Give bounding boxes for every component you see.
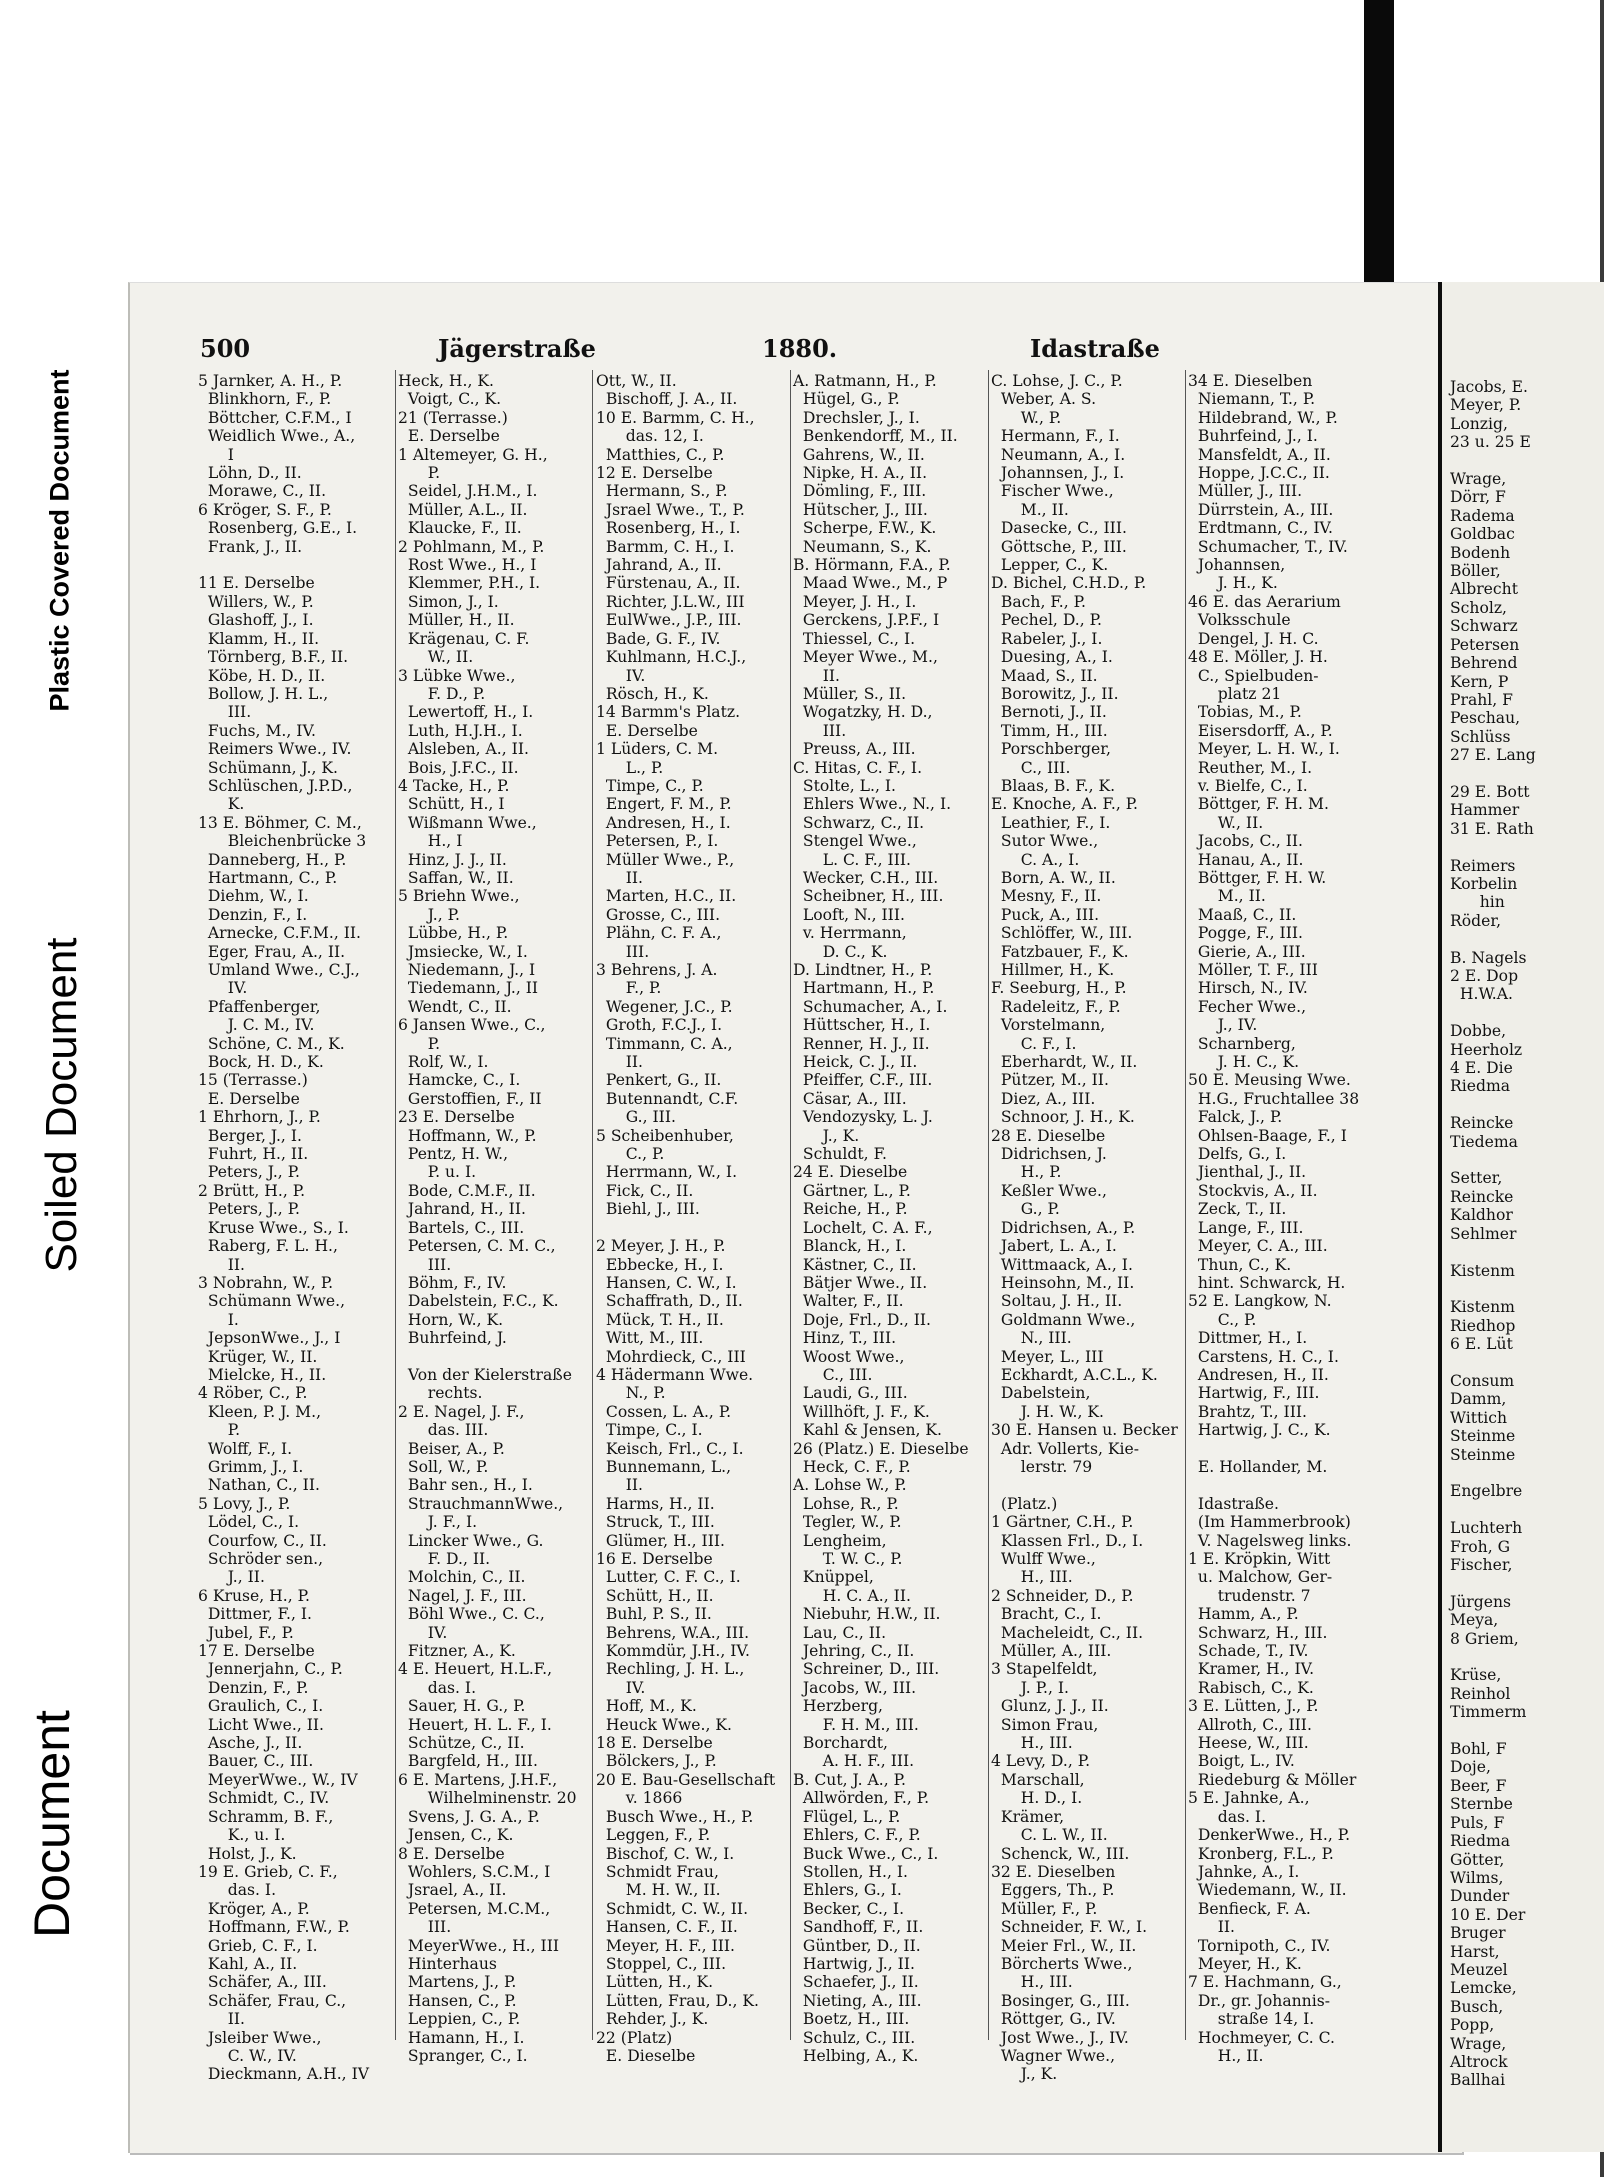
document-stamp: Document bbox=[24, 1710, 80, 1938]
document-stamp-strip bbox=[0, 0, 120, 2177]
page-header bbox=[200, 334, 1200, 366]
column-rule bbox=[592, 370, 593, 2040]
column-rule bbox=[988, 370, 989, 2040]
plastic-covered-stamp: Plastic Covered Document bbox=[44, 369, 75, 712]
page-number: 500 bbox=[200, 334, 251, 363]
directory-column-4: A. Ratmann, H., P. Hügel, G., P. Drechsler, J., I. Benkendorff, M., II. Gahrens, W., II. Nipke, H. A., II. Dömling, F., III. Hütscher, J., III. Scherpe, F.W., K. Neumann, S., K. B. Hörmann, F.A., P. Maad Wwe., M., P Meyer, J. H., I. Gerckens, J.P.F., I Thiessel, C., I. Meyer Wwe., M., II. Müller, S., II. Wogatzky, H. D., III. Preuss, A., III. C. Hitas, C. F., I. Stolte, L., I. Ehlers Wwe., N., I. Schwarz, C., II. Stengel Wwe., L. C. F., III. Wecker, C.H., III. Scheibner, H., III. Looft, N., III. v. Herrmann, D. C., K. D. Lindtner, H., P. Hartmann, H., P. Schumacher, A., I. Hüttscher, H., I. Renner, H. J., II. Heick, C. J., II. Pfeiffer, C.F., III. Cäsar, A., III. Vendozysky, L. J. J., K. Schuldt, F. 24 E. Dieselbe Gärtner, L., P. Reiche, H., P. Lochelt, C. A. F., Blanck, H., I. Kästner, C., II. Bätjer Wwe., II. Walter, F., II. Doje, Frl., D., II. Hinz, T., III. Woost Wwe., C., III. Laudi, G., III. Willhöft, J. F., K. Kahl & Jensen, K. 26 (Platz.) E. Dieselbe Heck, C. F., P. A. Lohse W., P. Lohse, R., P. Tegler, W., P. Lengheim, T. W. C., P. Knüppel, H. C. A., II. Niebuhr, H.W., II. Lau, C., II. Jehring, C., II. Schreiner, D., III. Jacobs, W., III. Herzberg, F. H. M., III. Borchardt, A. H. F., III. B. Cut, J. A., P. Allwörden, F., P. Flügel, L., P. Ehlers, C. F., P. Buck Wwe., C., I. Stollen, H., I. Ehlers, G., I. Becker, C., I. Sandhoff, F., II. Güntber, D., II. Hartwig, J., II. Schaefer, J., II. Nieting, A., III. Boetz, H., III. Schulz, C., III. Helbing, A., K. bbox=[793, 372, 969, 2065]
next-page-edge bbox=[1438, 282, 1604, 2152]
binding-edge bbox=[1364, 0, 1394, 282]
next-page-column: Jacobs, E. Meyer, P. Lonzig, 23 u. 25 E Wrage, Dörr, F Radema Goldbac Bodenh Böller, Albrecht Scholz, Schwarz Petersen Behrend Kern, P Prahl, F Peschau, Schlüss 27 E. Lang 29 E. Bott Hammer 31 E. Rath Reimers Korbelin hin Röder, B. Nagels 2 E. Dop H.W.A. Dobbe, Heerholz 4 E. Die Riedma Reincke Tiedema Setter, Reincke Kaldhor Sehlmer Kistenm Kistenm Riedhop 6 E. Lüt Consum Damm, Wittich Steinme Steinme Engelbre Luchterh Froh, G Fischer, Jürgens Meya, 8 Griem, Krüse, Reinhol Timmerm Bohl, F Doje, Beer, F Sternbe Puls, F Riedma Götter, Wilms, Dunder 10 E. Der Bruger Harst, Meuzel Lemcke, Busch, Popp, Wrage, Altrock Ballhai bbox=[1450, 378, 1536, 2090]
directory-column-1: 5 Jarnker, A. H., P. Blinkhorn, F., P. Böttcher, C.F.M., I Weidlich Wwe., A., I Löhn, D., II. Morawe, C., II. 6 Kröger, S. F., P. Rosenberg, G.E., I. Frank, J., II. 11 E. Derselbe Willers, W., P. Glashoff, J., I. Klamm, H., II. Törnberg, B.F., II. Köbe, H. D., II. Bollow, J. H. L., III. Fuchs, M., IV. Reimers Wwe., IV. Schümann, J., K. Schlüschen, J.P.D., K. 13 E. Böhmer, C. M., Bleichenbrücke 3 Danneberg, H., P. Hartmann, C., P. Diehm, W., I. Denzin, F., I. Arnecke, C.F.M., II. Eger, Frau, A., II. Umland Wwe., C.J., IV. Pfaffenberger, J. C. M., IV. Schöne, C. M., K. Bock, H. D., K. 15 (Terrasse.) E. Derselbe 1 Ehrhorn, J., P. Berger, J., I. Fuhrt, H., II. Peters, J., P. 2 Brütt, H., P. Peters, J., P. Kruse Wwe., S., I. Raberg, F. L. H., II. 3 Nobrahn, W., P. Schümann Wwe., I. JepsonWwe., J., I Krüger, W., II. Mielcke, H., II. 4 Röber, C., P. Kleen, P. J. M., P. Wolff, F., I. Grimm, J., I. Nathan, C., II. 5 Lovy, J., P. Lödel, C., I. Courfow, C., II. Schröder sen., J., II. 6 Kruse, H., P. Dittmer, F., I. Jubel, F., P. 17 E. Derselbe Jennerjahn, C., P. Denzin, F., P. Graulich, C., I. Licht Wwe., II. Asche, J., II. Bauer, C., III. MeyerWwe., W., IV Schmidt, C., IV. Schramm, B. F., K., u. I. Holst, J., K. 19 E. Grieb, C. F., das. I. Kröger, A., P. Hoffmann, F.W., P. Grieb, C. F., I. Kahl, A., II. Schäfer, A., III. Schäfer, Frau, C., II. Jsleiber Wwe., C. W., IV. Dieckmann, A.H., IV bbox=[198, 372, 370, 2084]
column-rule bbox=[790, 370, 791, 2040]
left-street-title: Jägerstraße bbox=[438, 334, 596, 363]
right-street-title: Idastraße bbox=[1030, 334, 1160, 363]
column-rule bbox=[1185, 370, 1186, 2040]
directory-column-6: 34 E. Dieselben Niemann, T., P. Hildebrand, W., P. Buhrfeind, J., I. Mansfeldt, A., II. Hoppe, J.C.C., II. Müller, J., III. Dürrstein, A., III. Erdtmann, C., IV. Schumacher, T., IV. Johannsen, J. H., K. 46 E. das Aerarium Volksschule Dengel, J. H. C. 48 E. Möller, J. H. C., Spielbuden- platz 21 Tobias, M., P. Eisersdorff, A., P. Meyer, L. H. W., I. Reuther, M., I. v. Bielfe, C., I. Böttger, F. H. M. W., II. Jacobs, C., II. Hanau, A., II. Böttger, F. H. W. M., II. Maaß, C., II. Pogge, F., III. Gierie, A., III. Möller, T. F., III Hirsch, N., IV. Fecher Wwe., J., IV. Scharnberg, J. H. C., K. 50 E. Meusing Wwe. H.G., Fruchtallee 38 Falck, J., P. Ohlsen-Baage, F., I Delfs, G., I. Jienthal, J., II. Stockvis, A., II. Zeck, T., II. Lange, F., III. Meyer, C. A., III. Thun, C., K. hint. Schwarck, H. 52 E. Langkow, N. C., P. Dittmer, H., I. Carstens, H. C., I. Andresen, H., II. Hartwig, F., III. Brahtz, T., III. Hartwig, J. C., K. E. Hollander, M. Idastraße. (Im Hammerbrook) V. Nagelsweg links. 1 E. Kröpkin, Witt u. Malchow, Ger- trudenstr. 7 Hamm, A., P. Schwarz, H., III. Schade, T., IV. Kramer, H., IV. Rabisch, C., K. 3 E. Lütten, J., P. Allroth, C., III. Heese, W., III. Boigt, L., IV. Riedeburg & Möller 5 E. Jahnke, A., das. I. DenkerWwe., H., P. Kronberg, F.L., P. Jahnke, A., I. Wiedemann, W., II. Benfieck, F. A. II. Tornipoth, C., IV. Meyer, H., K. 7 E. Hachmann, G., Dr., gr. Johannis- straße 14, I. Hochmeyer, C. C. H., II. bbox=[1188, 372, 1360, 2065]
directory-column-2: Heck, H., K. Voigt, C., K. 21 (Terrasse.) E. Derselbe 1 Altemeyer, G. H., P. Seidel, J.H.M., I. Müller, A.L., II. Klaucke, F., II. 2 Pohlmann, M., P. Rost Wwe., H., I Klemmer, P.H., I. Simon, J., I. Müller, H., II. Krägenau, C. F. W., II. 3 Lübke Wwe., F. D., P. Lewertoff, H., I. Luth, H.J.H., I. Alsleben, A., II. Bois, J.F.C., II. 4 Tacke, H., P. Schütt, H., I Wißmann Wwe., H., I Hinz, J. J., II. Saffan, W., II. 5 Briehn Wwe., J., P. Lübbe, H., P. Jmsiecke, W., I. Niedemann, J., I Tiedemann, J., II Wendt, C., II. 6 Jansen Wwe., C., P. Rolf, W., I. Hamcke, C., I. Gerstoffien, F., II 23 E. Derselbe Hoffmann, W., P. Pentz, H. W., P. u. I. Bode, C.M.F., II. Jahrand, H., II. Bartels, C., III. Petersen, C. M. C., III. Böhm, F., IV. Dabelstein, F.C., K. Horn, W., K. Buhrfeind, J. Von der Kielerstraße rechts. 2 E. Nagel, J. F., das. III. Beiser, A., P. Soll, W., P. Bahr sen., H., I. StrauchmannWwe., J. F., I. Lincker Wwe., G. F. D., II. Molchin, C., II. Nagel, J. F., III. Böhl Wwe., C. C., IV. Fitzner, A., K. 4 E. Heuert, H.L.F., das. I. Sauer, H. G., P. Heuert, H. L. F., I. Schütze, C., II. Bargfeld, H., III. 6 E. Martens, J.H.F., Wilhelminenstr. 20 Svens, J. G. A., P. Jensen, C., K. 8 E. Derselbe Wohlers, S.C.M., I Jsrael, A., II. Petersen, M.C.M., III. MeyerWwe., H., III Hinterhaus Martens, J., P. Hansen, C., P. Leppien, C., P. Hamann, H., I. Spranger, C., I. bbox=[398, 372, 577, 2065]
soiled-document-stamp: Soiled Document bbox=[37, 937, 86, 1273]
directory-column-3: Ott, W., II. Bischoff, J. A., II. 10 E. Barmm, C. H., das. 12, I. Matthies, C., P. 12 E. Derselbe Hermann, S., P. Jsrael Wwe., T., P. Rosenberg, H., I. Barmm, C. H., I. Jahrand, A., II. Fürstenau, A., II. Richter, J.L.W., III EulWwe., J.P., III. Bade, G. F., IV. Kuhlmann, H.C.J., IV. Rösch, H., K. 14 Barmm's Platz. E. Derselbe 1 Lüders, C. M. L., P. Timpe, C., P. Engert, F. M., P. Andresen, H., I. Petersen, P., I. Müller Wwe., P., II. Marten, H.C., II. Grosse, C., III. Plähn, C. F. A., III. 3 Behrens, J. A. F., P. Wegener, J.C., P. Groth, F.C.J., I. Timmann, C. A., II. Penkert, G., II. Butennandt, C.F. G., III. 5 Scheibenhuber, C., P. Herrmann, W., I. Fick, C., II. Biehl, J., III. 2 Meyer, J. H., P. Ebbecke, H., I. Hansen, C. W., I. Schaffrath, D., II. Mück, T. H., II. Witt, M., III. Mohrdieck, C., III 4 Hädermann Wwe. N., P. Cossen, L. A., P. Timpe, C., I. Keisch, Frl., C., I. Bunnemann, L., II. Harms, H., II. Struck, T., III. Glümer, H., III. 16 E. Derselbe Lutter, C. F. C., I. Schütt, H., II. Buhl, P. S., II. Behrens, W.A., III. Kommdür, J.H., IV. Rechling, J. H. L., IV. Hoff, M., K. Heuck Wwe., K. 18 E. Derselbe Bölckers, J., P. 20 E. Bau-Gesellschaft v. 1866 Busch Wwe., H., P. Leggen, F., P. Bischof, C. W., I. Schmidt Frau, M. H. W., II. Schmidt, C. W., II. Hansen, C. F., II. Meyer, H. F., III. Stoppel, C., III. Lütten, H., K. Lütten, Frau, D., K. Rehder, J., K. 22 (Platz) E. Dieselbe bbox=[596, 372, 776, 2065]
year: 1880. bbox=[762, 334, 838, 363]
directory-column-5: C. Lohse, J. C., P. Weber, A. S. W., P. Hermann, F., I. Neumann, A., I. Johannsen, J., I. Fischer Wwe., M., II. Dasecke, C., III. Göttsche, P., III. Lepper, C., K. D. Bichel, C.H.D., P. Bach, F., P. Pechel, D., P. Rabeler, J., I. Duesing, A., I. Maad, S., II. Borowitz, J., II. Bernoti, J., II. Timm, H., III. Porschberger, C., III. Blaas, B. F., K. E. Knoche, A. F., P. Leathier, F., I. Sutor Wwe., C. A., I. Born, A. W., II. Mesny, F., II. Puck, A., III. Schlöffer, W., III. Fatzbauer, F., K. Hillmer, H., K. F. Seeburg, H., P. Radeleitz, F., P. Vorstelmann, C. F., I. Eberhardt, W., II. Pützer, M., II. Diez, A., III. Schnoor, J. H., K. 28 E. Dieselbe Didrichsen, J. H., P. Keßler Wwe., G., P. Didrichsen, A., P. Jabert, L. A., I. Wittmaack, A., I. Heinsohn, M., II. Soltau, J. H., II. Goldmann Wwe., N., III. Meyer, L., III Eckhardt, A.C.L., K. Dabelstein, J. H. W., K. 30 E. Hansen u. Becker Adr. Vollerts, Kie- lerstr. 79 (Platz.) 1 Gärtner, C.H., P. Klassen Frl., D., I. Wulff Wwe., H., III. 2 Schneider, D., P. Bracht, C., I. Macheleidt, C., II. Müller, A., III. 3 Stapelfeldt, J. P., I. Glunz, J. J., II. Simon Frau, H., III. 4 Levy, D., P. Marschall, H. D., I. Krämer, C. L. W., II. Schenck, W., III. 32 E. Dieselben Eggers, Th., P. Müller, F., P. Schneider, F. W., I. Meier Frl., W., II. Börcherts Wwe., H., III. Bosinger, G., III. Röttger, G., IV. Jost Wwe., J., IV. Wagner Wwe., J., K. bbox=[991, 372, 1178, 2084]
column-rule bbox=[395, 370, 396, 2040]
